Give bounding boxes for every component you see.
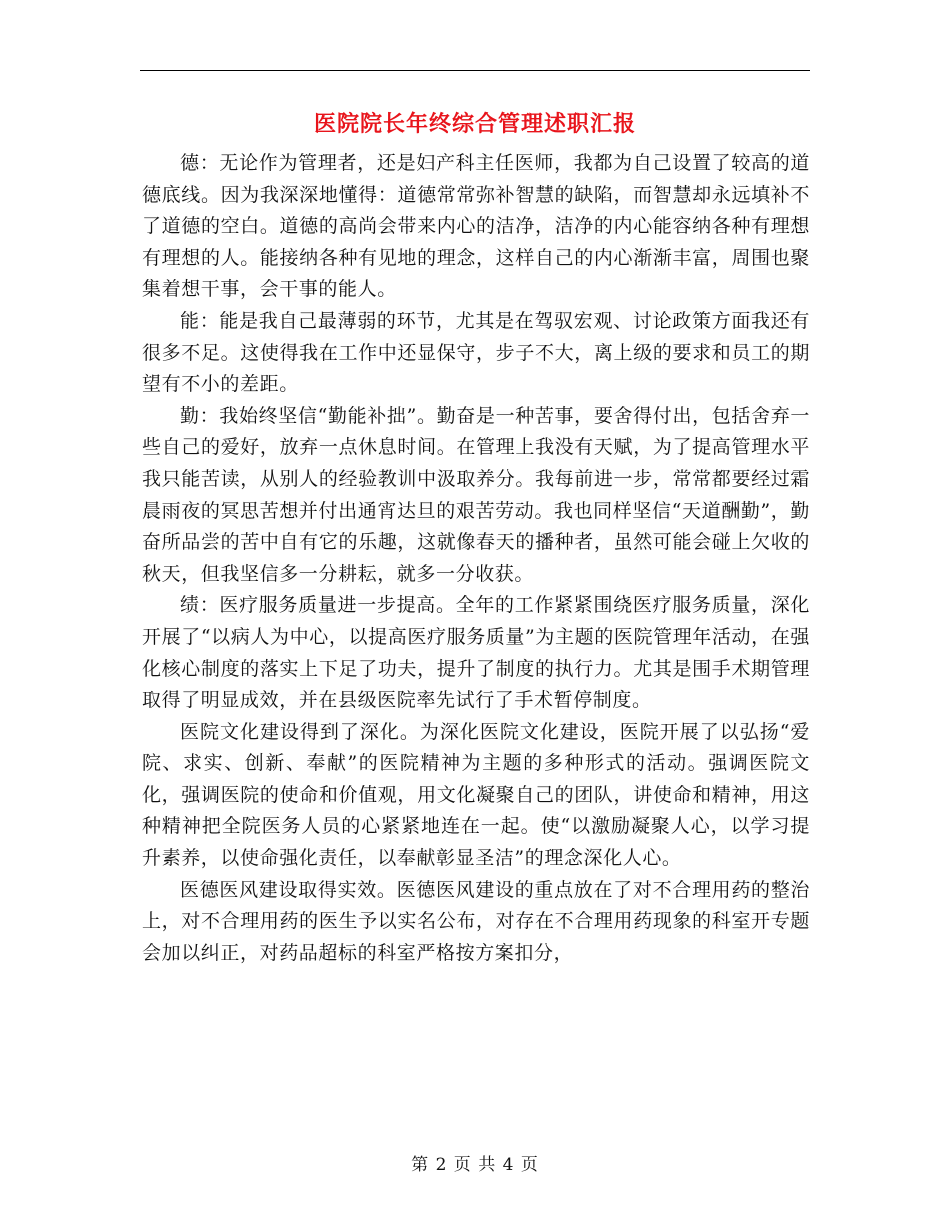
- paragraph-qin: 勤：我始终坚信“勤能补拙”。勤奋是一种苦事，要舍得付出，包括舍弃一些自己的爱好，放弃一点休息时间。在管理上我没有天赋，为了提高管理水平我只能苦读，从别人的经验教训中汲取养分。我每前进一步，常常都要经过霜晨雨夜的冥思苦想并付出通宵达旦的艰苦劳动。我也同样坚信“天道酬勤”，勤奋所品尝的苦中自有它的乐趣，这就像春天的播种者，虽然可能会碰上欠收的秋天，但我坚信多一分耕耘，就多一分收获。: [142, 404, 810, 585]
- document-body: [142, 148, 810, 969]
- paragraph-neng: 能：能是我自己最薄弱的环节，尤其是在驾驭宏观、讨论政策方面我还有很多不足。这使得我在工作中还显保守，步子不大，离上级的要求和员工的期望有不小的差距。: [142, 309, 810, 396]
- paragraph-de: 德：无论作为管理者，还是妇产科主任医师，我都为自己设置了较高的道德底线。因为我深深地懂得：道德常常弥补智慧的缺陷，而智慧却永远填补不了道德的空白。道德的高尚会带来内心的洁净，洁净的内心能容纳各种有理想有理想的人。能接纳各种有见地的理念，这样自己的内心渐渐丰富，周围也聚集着想干事，会干事的能人。: [142, 152, 810, 301]
- paragraph-ethics: 医德医风建设取得实效。医德医风建设的重点放在了对不合理用药的整治上，对不合理用药的医生予以实名公布，对存在不合理用药现象的科室开专题会加以纠正，对药品超标的科室严格按方案扣分，: [142, 878, 810, 964]
- paragraph-ji: 绩：医疗服务质量进一步提高。全年的工作紧紧围绕医疗服务质量，深化开展了“以病人为中心，以提高医疗服务质量”为主题的医院管理年活动，在强化核心制度的落实上下足了功夫，提升了制度的执行力。尤其是围手术期管理取得了明显成效，并在县级医院率先试行了手术暂停制度。: [142, 594, 810, 712]
- page-number-footer: 第 2 页 共 4 页: [411, 1155, 539, 1175]
- paragraph-culture: 医院文化建设得到了深化。为深化医院文化建设，医院开展了以弘扬“爱院、求实、创新、奉献”的医院精神为主题的多种形式的活动。强调医院文化，强调医院的使命和价值观，用文化凝聚自己的团队，讲使命和精神，用这种精神把全院医务人员的心紧紧地连在一起。使“以激励凝聚人心，以学习提升素养，以使命强化责任，以奉献彰显圣洁”的理念深化人心。: [142, 720, 810, 870]
- header-rule: [140, 70, 810, 71]
- document-title: 医院院长年终综合管理述职汇报: [313, 111, 636, 137]
